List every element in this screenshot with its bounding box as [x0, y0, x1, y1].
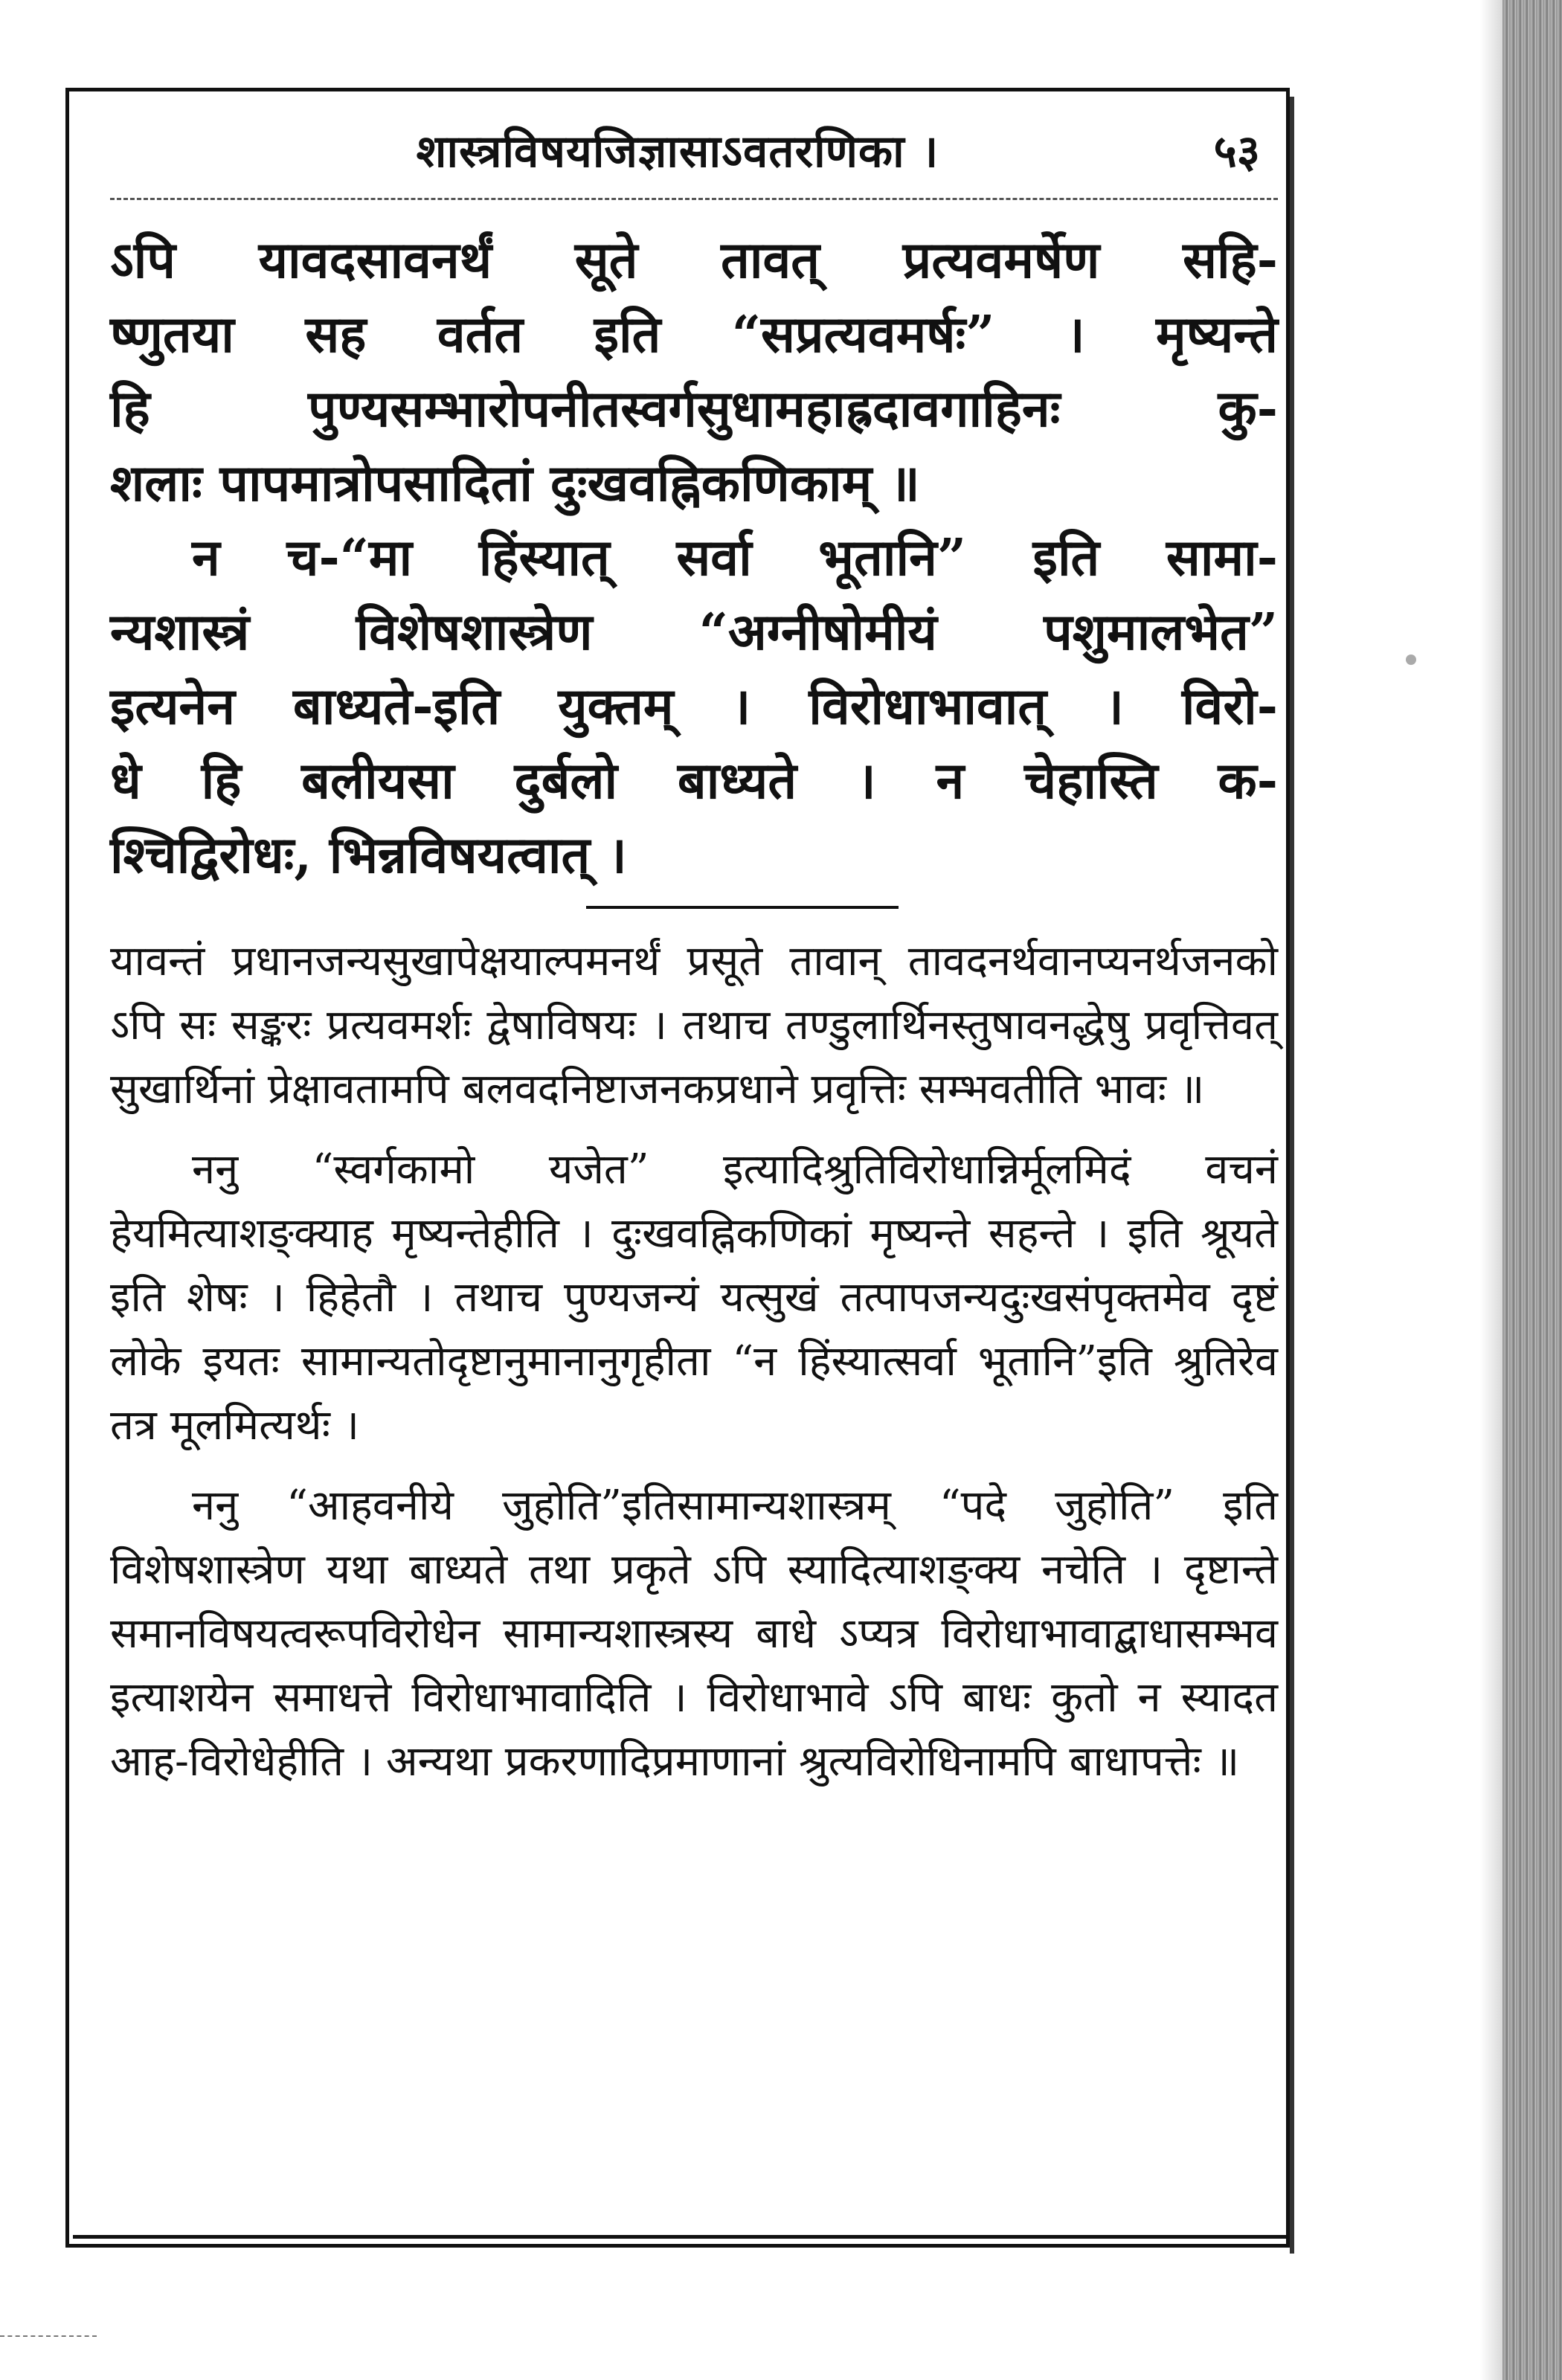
page-header [73, 119, 1282, 201]
mula-line: शलाः पापमात्रोपसादितां दुःखवह्निकणिकाम् ॥ [110, 454, 920, 513]
mula-line: ष्णुतया सह वर्तत इति “सप्रत्यवमर्षः” । मृष्यन्ते [110, 305, 1278, 364]
page-number: ५३ [1213, 126, 1260, 178]
scan-margin-mark [0, 2335, 97, 2337]
commentary-paragraph: ननु “स्वर्गकामो यजेत” इत्यादिश्रुतिविरोधान्निर्मूलमिदं वचनं हेयमित्याशङ्क्याह मृष्यन्तेहीति । दुःखवह्निकणिकां मृष्यन्ते सहन्ते । इति श्रूयते इति शेषः । हिहेतौ । तथाच पुण्यजन्यं यत्सुखं तत्पापजन्यदुःखसंपृक्तमेव दृष्टं लोके इयतः सामान्यतोदृष्टानुमानानुगृहीता “न हिंस्यात्सर्वा भूतानि”इति श्रुतिरेव तत्र मूलमित्यर्थः । [110, 1145, 1278, 1450]
mula-line: श्चिद्विरोधः, भिन्नविषयत्वात् । [110, 826, 627, 885]
mula-line: इत्यनेन बाध्यते-इति युक्तम् । विरोधाभावात् । विरो- [110, 677, 1278, 736]
commentary-block [110, 930, 1278, 1794]
mula-line: न्यशास्त्रं विशेषशास्त्रेण “अग्नीषोमीयं पशुमालभेत” [110, 602, 1278, 662]
section-divider [586, 906, 899, 909]
book-spine-strip [1502, 0, 1562, 2380]
mula-line: धे हि बलीयसा दुर्बलो बाध्यते । न चेहास्ति क- [110, 751, 1278, 811]
commentary-paragraph: ननु “आहवनीये जुहोति”इतिसामान्यशास्त्रम् “पदे जुहोति” इति विशेषशास्त्रेण यथा बाध्यते तथा प्रकृते ऽपि स्यादित्याशङ्क्य नचेति । दृष्टान्ते समानविषयत्वरूपविरोधेन सामान्यशास्त्रस्य बाधे ऽप्यत्र विरोधाभावाद्बाधासम्भव इत्याशयेन समाधत्ते विरोधाभावादिति । विरोधाभावे ऽपि बाधः कुतो न स्यादत आह-विरोधेहीति । अन्यथा प्रकरणादिप्रमाणानां श्रुत्यविरोधिनामपि बाधापत्तेः ॥ [110, 1482, 1278, 1786]
running-title: शास्त्रविषयजिज्ञासाऽवतरणिका । [416, 126, 939, 178]
scan-speck [1406, 654, 1416, 665]
mula-line: हि पुण्यसम्भारोपनीतस्वर्गसुधामहाह्रदावगाहिनः कु- [110, 379, 1278, 439]
mula-text-block [110, 223, 1278, 892]
mula-line: ऽपि यावदसावनर्थं सूते तावत् प्रत्यवमर्षेण सहि- [110, 231, 1278, 290]
page-content [110, 223, 1278, 1794]
page-border-shadow [1290, 97, 1294, 2254]
commentary-paragraph: यावन्तं प्रधानजन्यसुखापेक्षयाल्पमनर्थं प्रसूते तावान् तावदनर्थवानप्यनर्थजनको ऽपि सः सङ्करः प्रत्यवमर्शः द्वेषाविषयः । तथाच तण्डुलार्थिनस्तुषावनद्धेषु प्रवृत्तिवत् सुखार्थिनां प्रेक्षावतामपि बलवदनिष्टाजनकप्रधाने प्रवृत्तिः सम्भवतीति भावः ॥ [110, 937, 1278, 1113]
header-rule [110, 198, 1278, 200]
scan-edge-shadow [1480, 0, 1502, 2380]
mula-line: न च-“मा हिंस्यात् सर्वा भूतानि” इति सामा- [192, 528, 1278, 588]
bottom-rule [73, 2235, 1290, 2239]
